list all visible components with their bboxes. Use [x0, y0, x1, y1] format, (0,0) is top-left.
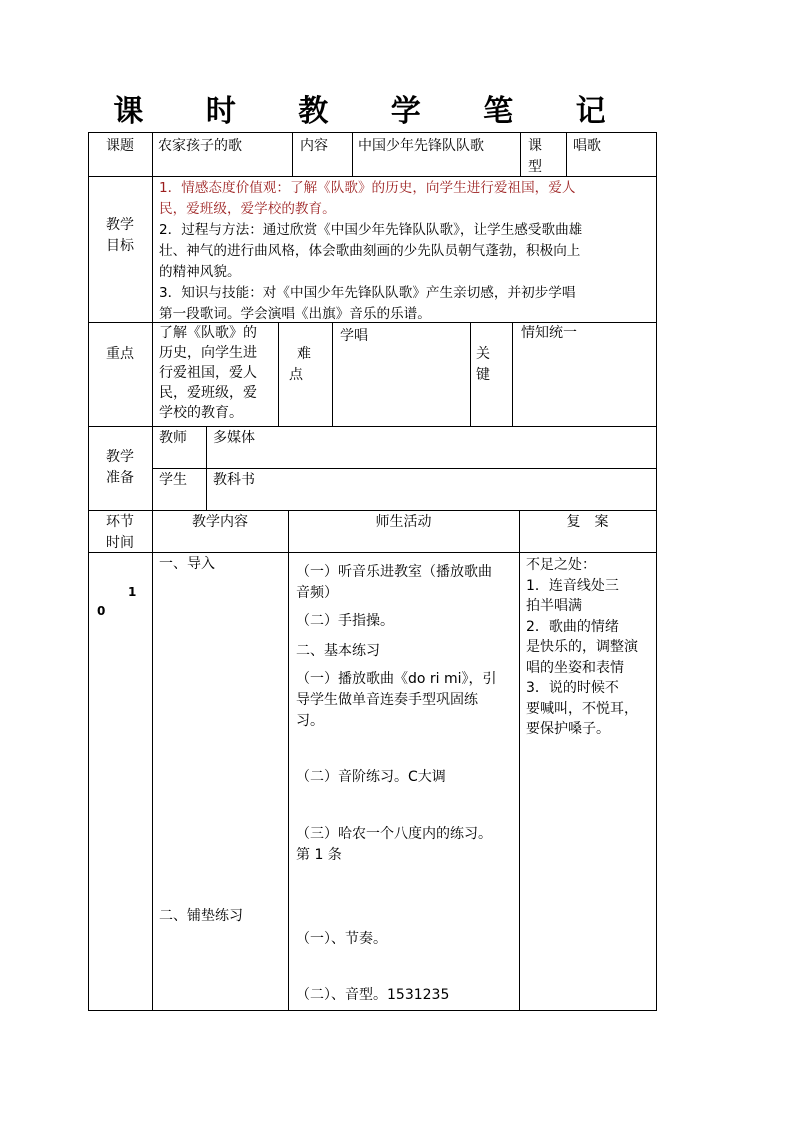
activity-1-line2: 音频）: [296, 585, 338, 601]
critical-label-line2: 键: [476, 367, 490, 383]
review-notes: [522, 555, 656, 740]
content-header: 教学内容: [192, 514, 248, 530]
prep-label-line2: 准备: [106, 470, 134, 486]
lesson-type-label-line1: 课: [528, 138, 542, 154]
activity-6-line1: （三）哈农一个八度内的练习。: [296, 826, 492, 842]
stage-header-line1: 环节: [106, 514, 134, 530]
critical-label: [472, 344, 512, 386]
prep-label-line1: 教学: [106, 449, 134, 465]
goal-1-line1: 1．情感态度价值观：了解《队歌》的历史，向学生进行爱祖国，爱人: [159, 180, 576, 196]
time-digit-2: 0: [97, 604, 106, 618]
activity-1-line1: （一）听音乐进教室（播放歌曲: [296, 564, 492, 580]
activity-8: （二）、音型。1531235: [296, 987, 450, 1003]
stage-time-header: [88, 512, 152, 554]
activity-7: （一）、节奏。: [296, 931, 387, 947]
review-header: 复 案: [566, 514, 609, 530]
goal-2-line2: 壮、神气的进行曲风格，体会歌曲刻画的少先队员朝气蓬勃，积极向上: [159, 243, 581, 259]
key-point-line3: 行爱祖国，爱人: [159, 365, 257, 381]
activity-6: [292, 824, 519, 866]
student-label: 学生: [159, 472, 187, 488]
subject-label: 课题: [106, 138, 134, 154]
activity-4: [292, 669, 519, 732]
activity-5: （二）音阶练习。C大调: [296, 769, 446, 785]
goals-label: [88, 215, 152, 257]
teacher-value: 多媒体: [213, 430, 255, 446]
teacher-label: 教师: [159, 430, 187, 446]
difficulty-value: 学唱: [340, 328, 368, 344]
content-intro: 一、导入: [159, 556, 215, 572]
key-point-line2: 历史，向学生进: [159, 345, 257, 361]
content-practice: 二、铺垫练习: [159, 908, 243, 924]
lesson-type-value: 唱歌: [573, 138, 601, 154]
lesson-type-label: [524, 136, 566, 178]
review-line4: 2．歌曲的情绪: [526, 618, 619, 635]
stage-header-line2: 时间: [106, 535, 134, 551]
goal-3-line1: 3．知识与技能：对《中国少年先锋队队歌》产生亲切感，并初步学唱: [159, 285, 576, 301]
activity-2: （二）手指操。: [296, 613, 394, 629]
review-line1: 不足之处：: [526, 557, 596, 573]
subject-value: 农家孩子的歌: [158, 138, 242, 154]
prep-label: [88, 447, 152, 489]
goal-3-line2: 第一段歌词。学会演唱《出旗》音乐的乐谱。: [159, 306, 431, 322]
lesson-type-label-line2: 型: [528, 159, 542, 175]
review-line3: 拍半唱满: [526, 598, 582, 614]
key-point-line1: 了解《队歌》的: [159, 325, 257, 341]
content-label: 内容: [300, 138, 328, 154]
goal-2-line3: 的精神风貌。: [159, 264, 241, 280]
critical-label-line1: 关: [476, 346, 490, 362]
goal-2-line1: 2．过程与方法：通过欣赏《中国少年先锋队队歌》，让学生感受歌曲雄: [159, 222, 583, 238]
critical-value: 情知统一: [521, 325, 577, 341]
goals-label-line1: 教学: [106, 217, 134, 233]
goals-label-line2: 目标: [106, 238, 134, 254]
review-line5: 是快乐的，调整演: [526, 639, 638, 655]
review-line8: 要喊叫，不悦耳，: [526, 700, 638, 717]
key-point-line5: 学校的教育。: [159, 405, 243, 421]
content-value: 中国少年先锋队队歌: [358, 138, 484, 154]
review-line6: 唱的坐姿和表情: [526, 659, 624, 676]
page-title: 课 时 教 学 笔 记: [113, 94, 632, 129]
activity-header: 师生活动: [375, 514, 432, 530]
key-point-label: 重点: [106, 346, 134, 362]
activity-4-line3: 习。: [296, 713, 324, 729]
difficulty-label-line1: 难: [297, 346, 311, 362]
review-line9: 要保护嗓子。: [526, 721, 610, 737]
goal-1-line2: 民，爱班级，爱学校的教育。: [159, 201, 336, 217]
review-line7: 3．说的时候不: [526, 680, 619, 696]
time-digit-1: 1: [128, 585, 137, 599]
review-line2: 1．连音线处三: [526, 577, 619, 594]
key-point-value: [155, 323, 279, 423]
activity-3: 二、基本练习: [296, 643, 380, 659]
activity-4-line1: （一）播放歌曲《do ri mi》，引: [296, 671, 497, 687]
activity-6-line2: 第 1 条: [296, 847, 342, 863]
key-point-line4: 民，爱班级，爱: [159, 385, 257, 401]
activity-4-line2: 导学生做单音连奏手型巩固练: [296, 692, 478, 708]
student-value: 教科书: [213, 472, 255, 488]
goals-text: [155, 178, 657, 325]
activity-1: [292, 562, 519, 604]
difficulty-label: [285, 344, 331, 386]
difficulty-label-line2: 点: [289, 367, 303, 383]
